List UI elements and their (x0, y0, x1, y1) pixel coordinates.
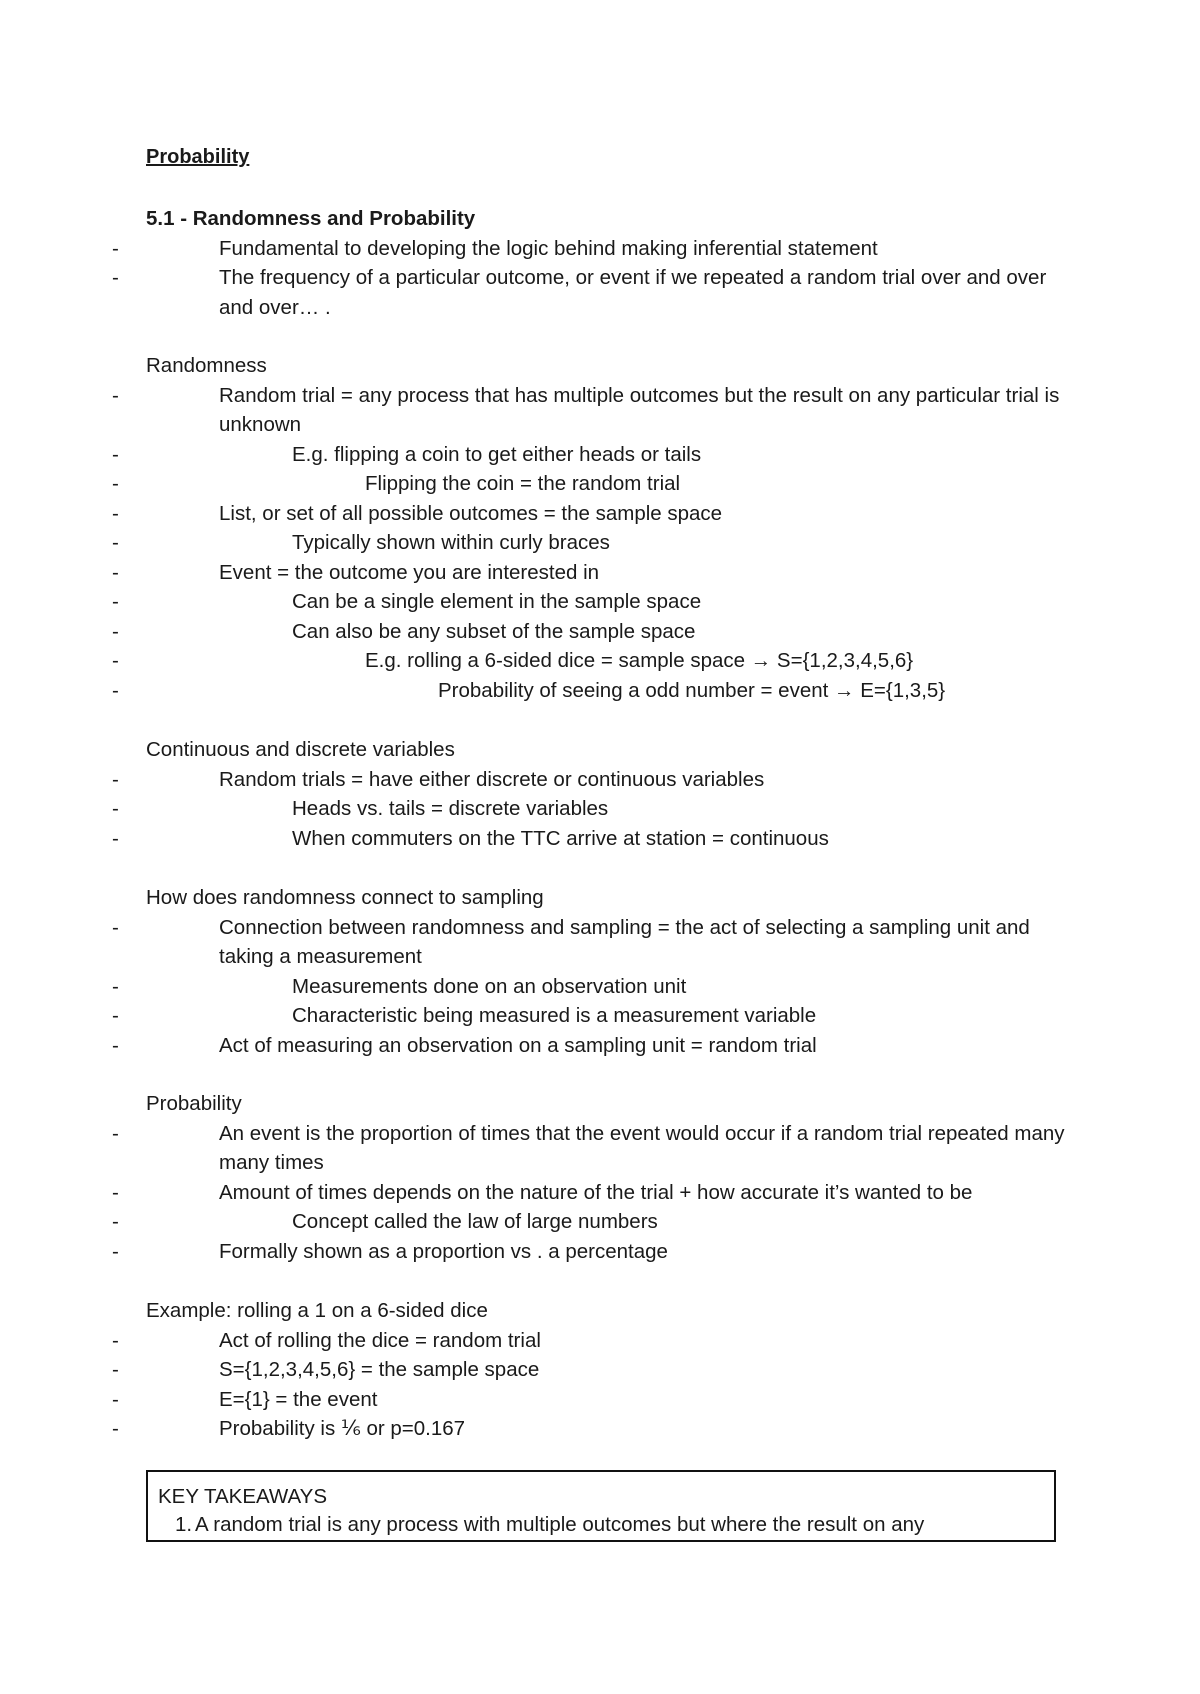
list-item: - E.g. flipping a coin to get either heads or tails (146, 440, 1086, 470)
list-item: - Can be a single element in the sample space (146, 587, 1086, 617)
takeaway-number: 1. (175, 1513, 193, 1536)
list-item: - List, or set of all possible outcomes = the sample space (146, 499, 1086, 529)
list-item: - Measurements done on an observation unit (146, 972, 1086, 1002)
list-item: - Typically shown within curly braces (146, 528, 1086, 558)
document-title: Probability (146, 146, 250, 168)
list-item: - Formally shown as a proportion vs . a percentage (146, 1237, 1086, 1267)
list-item: - E={1} = the event (146, 1385, 1086, 1415)
section-heading: 5.1 - Randomness and Probability (146, 207, 476, 230)
section-heading: Probability (146, 1092, 242, 1115)
section-probability (146, 1089, 1086, 1266)
key-takeaways-title: KEY TAKEAWAYS (158, 1485, 327, 1508)
list-item: - Flipping the coin = the random trial (146, 469, 1086, 499)
section-randomness (146, 351, 1086, 705)
takeaway-item (175, 1511, 925, 1539)
list-item: - Probability is ⅙ or p=0.167 (146, 1414, 1086, 1444)
list-item: - E.g. rolling a 6-sided dice = sample space → S={1,2,3,4,5,6} (146, 646, 1086, 676)
section-randomness-sampling (146, 883, 1086, 1060)
section-heading: Randomness (146, 354, 267, 377)
list-item: - Act of rolling the dice = random trial (146, 1326, 1086, 1356)
list-item: - An event is the proportion of times that the event would occur if a random trial repeated many many times (146, 1119, 1086, 1178)
list-item: - Can also be any subset of the sample space (146, 617, 1086, 647)
section-heading: How does randomness connect to sampling (146, 886, 544, 909)
key-takeaways-box (146, 1470, 1056, 1542)
list-item: - Heads vs. tails = discrete variables (146, 794, 1086, 824)
list-item: - Act of measuring an observation on a sampling unit = random trial (146, 1031, 1086, 1061)
section-randomness-probability (146, 204, 1086, 322)
list-item: - Probability of seeing a odd number = event → E={1,3,5} (146, 676, 1086, 706)
list-item: - Random trials = have either discrete or continuous variables (146, 765, 1086, 795)
list-item: - Concept called the law of large numbers (146, 1207, 1086, 1237)
section-continuous-discrete (146, 735, 1086, 853)
list-item: - The frequency of a particular outcome, or event if we repeated a random trial over and over and over… . (146, 263, 1086, 322)
list-item: - S={1,2,3,4,5,6} = the sample space (146, 1355, 1086, 1385)
section-heading: Continuous and discrete variables (146, 738, 455, 761)
list-item: - Fundamental to developing the logic behind making inferential statement (146, 234, 1086, 264)
list-item: - Event = the outcome you are interested in (146, 558, 1086, 588)
list-item: - Connection between randomness and sampling = the act of selecting a sampling unit and taking a measurement (146, 913, 1086, 972)
section-heading: Example: rolling a 1 on a 6-sided dice (146, 1299, 488, 1322)
list-item: - Amount of times depends on the nature of the trial + how accurate it’s wanted to be (146, 1178, 1086, 1208)
list-item: - Characteristic being measured is a measurement variable (146, 1001, 1086, 1031)
takeaway-text: A random trial is any process with multiple outcomes but where the result on any (195, 1513, 925, 1536)
list-item: - When commuters on the TTC arrive at station = continuous (146, 824, 1086, 854)
section-example (146, 1296, 1086, 1444)
list-item: - Random trial = any process that has multiple outcomes but the result on any particular trial is unknown (146, 381, 1086, 440)
